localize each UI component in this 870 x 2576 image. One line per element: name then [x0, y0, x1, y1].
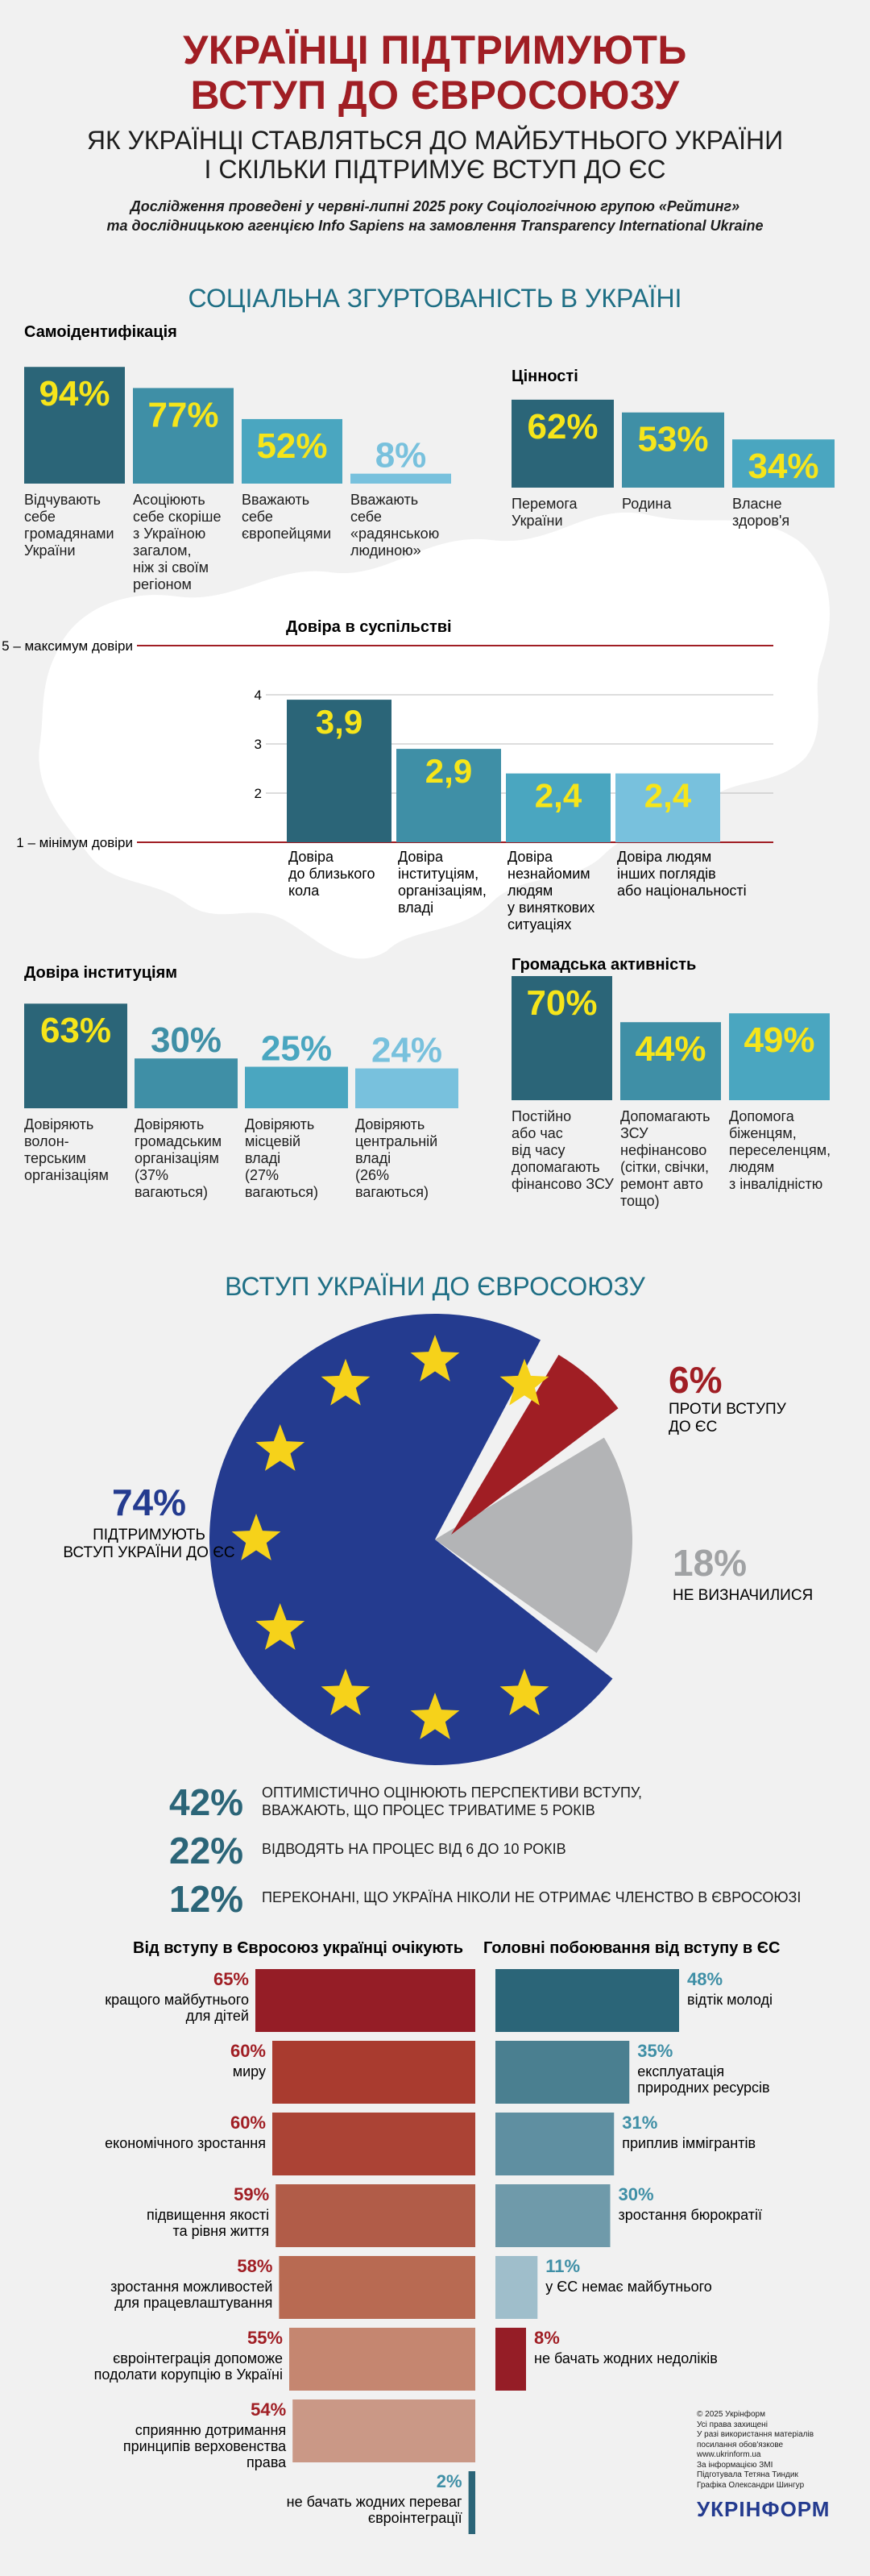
y-tick-label: 4 — [254, 688, 262, 703]
subtitle-line-2: І СКІЛЬКИ ПІДТРИМУЄ ВСТУП ДО ЄС — [204, 155, 666, 184]
footer-line: посилання обов'язкове — [697, 2440, 784, 2449]
category-label: Довіряють громадським організаціям (37% вагаються) — [135, 1116, 222, 1200]
value-label: 31% — [622, 2113, 658, 2133]
category-label: не бачать жодних недоліків — [534, 2350, 718, 2366]
bar — [495, 2184, 611, 2247]
value-label: 58% — [237, 2256, 273, 2276]
value-label: 60% — [230, 2113, 266, 2133]
value-label: 70% — [526, 983, 598, 1023]
chart-title: Довіра в суспільстві — [286, 618, 452, 636]
chart-institution-trust — [24, 963, 475, 1221]
bar — [255, 1969, 475, 2032]
bar — [495, 2113, 614, 2175]
chart-civic-activity — [512, 955, 850, 1229]
value-label: 24% — [371, 1030, 443, 1070]
footer-line: Усі права захищені — [697, 2420, 768, 2429]
pie-label-value: 74% — [111, 1481, 187, 1523]
bar — [279, 2256, 475, 2319]
category-label: Вважають себе європейцями — [242, 492, 332, 542]
stat-value: 12% — [169, 1878, 244, 1920]
value-label: 77% — [147, 395, 219, 435]
y-tick-label: 1 – мінімум довіри — [16, 835, 133, 850]
category-label: зростання можливостей для працевлаштування — [110, 2279, 273, 2311]
page-title — [0, 27, 870, 118]
stat-row — [169, 1826, 830, 1872]
category-label: Відчувають себе громадянами України — [24, 492, 114, 559]
value-label: 3,9 — [315, 703, 363, 742]
source-note — [0, 197, 870, 235]
pie-label-value: 18% — [673, 1542, 748, 1584]
bar — [292, 2399, 475, 2462]
bar — [272, 2113, 475, 2175]
footer-line: За інформацією ЗМІ — [697, 2460, 773, 2470]
category-label: євроінтеграція допоможе подолати корупцію в Україні — [93, 2350, 283, 2383]
bar — [495, 2328, 526, 2391]
source-line-1: Дослідження проведені у червні-липні 2025 року Соціологічною групою «Рейтинг» — [130, 198, 740, 214]
category-label: Перемога України — [512, 496, 578, 529]
category-label: Родина — [622, 496, 672, 512]
value-label: 52% — [256, 426, 328, 466]
pie-label-text: ПРОТИ ВСТУПУ ДО ЄС — [669, 1401, 786, 1435]
category-label: підвищення якості та рівня життя — [146, 2207, 270, 2239]
eu-outlook-stats — [169, 1777, 830, 1930]
category-label: Довіра незнайомим людям у виняткових ситуаціях — [508, 849, 595, 933]
bar — [289, 2328, 475, 2391]
value-label: 30% — [150, 1020, 222, 1061]
category-label: Довіряють волон-терським організаціям — [24, 1116, 109, 1183]
bar — [245, 1067, 348, 1109]
category-label: Довіряють місцевій владі (27% вагаються) — [245, 1116, 319, 1200]
value-label: 55% — [246, 2328, 283, 2348]
category-label: у ЄС немає майбутнього — [545, 2279, 712, 2295]
footer-line: Графіка Олександри Шингур — [697, 2480, 805, 2490]
y-tick-label: 5 – максимум довіри — [2, 638, 133, 654]
title-line-2: ВСТУП ДО ЄВРОСОЮЗУ — [190, 73, 680, 118]
value-label: 8% — [534, 2328, 560, 2348]
value-label: 49% — [744, 1020, 815, 1061]
footer-line: www.ukrinform.ua — [697, 2450, 761, 2459]
title-line-1: УКРАЇНЦІ ПІДТРИМУЮТЬ — [183, 27, 687, 73]
category-label: зростання бюрократії — [618, 2207, 763, 2223]
category-label: Вважають себе «радянською людиною» — [350, 492, 440, 559]
bar — [276, 2184, 475, 2247]
category-label: приплив іммігрантів — [622, 2135, 756, 2151]
bar — [495, 1969, 679, 2032]
value-label: 2,4 — [534, 776, 582, 815]
value-label: 54% — [251, 2399, 287, 2420]
value-label: 2,9 — [425, 752, 473, 791]
category-label: відтік молоді — [687, 1992, 773, 2008]
chart-values — [512, 367, 850, 568]
value-label: 60% — [230, 2041, 266, 2061]
category-label: експлуатація природних ресурсів — [637, 2063, 770, 2096]
category-label: Власне здоров'я — [732, 496, 790, 529]
chart-expectations — [16, 1938, 483, 2526]
source-line-2: та дослідницькою агенцією Info Sapiens на замовлення Transparency International Ukraine — [106, 218, 764, 234]
value-label: 62% — [527, 406, 599, 447]
bar — [272, 2041, 475, 2104]
bar — [469, 2471, 475, 2534]
category-label: Допомагають ЗСУ нефінансово (сітки, свічки, ремонт авто тощо) — [620, 1108, 710, 1209]
pie-label-text: ПІДТРИМУЮТЬ ВСТУП УКРАЇНИ ДО ЄС — [63, 1527, 235, 1561]
chart-title: Від вступу в Євросоюз українці очікують — [133, 1939, 464, 1957]
value-label: 94% — [39, 374, 110, 414]
stat-text: ПЕРЕКОНАНІ, ЩО УКРАЇНА НІКОЛИ НЕ ОТРИМАЄ ЧЛЕНСТВО В ЄВРОСОЮЗІ — [262, 1889, 802, 1905]
value-label: 44% — [635, 1029, 706, 1070]
bar — [135, 1058, 238, 1108]
chart-title: Громадська активність — [512, 956, 697, 974]
footer-line: У разі використання матеріалів — [697, 2430, 814, 2439]
category-label: економічного зростання — [105, 2135, 266, 2151]
page-subtitle — [0, 126, 870, 184]
value-label: 48% — [687, 1969, 723, 1989]
value-label: 34% — [748, 447, 819, 487]
category-label: Довіра інституціям, організаціям, владі — [398, 849, 487, 916]
chart-title: Головні побоювання від вступу в ЄС — [483, 1939, 781, 1957]
category-label: сприянню дотримання принципів верховенства права — [122, 2422, 287, 2470]
stat-value: 22% — [169, 1830, 244, 1872]
category-label: Постійно або час від часу допомагають фінансово ЗСУ — [512, 1108, 614, 1192]
value-label: 63% — [39, 1011, 112, 1051]
chart-title: Цінності — [512, 368, 578, 385]
stat-text: ОПТИМІСТИЧНО ОЦІНЮЮТЬ ПЕРСПЕКТИВИ ВСТУПУ, ВВАЖАЮТЬ, ЩО ПРОЦЕС ТРИВАТИМЕ 5 РОКІВ — [262, 1785, 642, 1818]
category-label: миру — [232, 2063, 266, 2079]
stat-value: 42% — [169, 1781, 244, 1823]
category-label: не бачать жодних переваг євроінтеграції — [286, 2494, 462, 2526]
chart-eu-pie — [0, 1306, 870, 1773]
bar — [355, 1069, 458, 1108]
bar — [495, 2041, 629, 2104]
bar — [495, 2256, 537, 2319]
y-tick-label: 3 — [254, 737, 262, 752]
category-label: Асоціюють себе скоріше з Україною загалом, ніж зі своїм регіоном — [133, 492, 222, 592]
stat-row — [169, 1874, 830, 1921]
value-label: 2% — [436, 2471, 462, 2491]
pie-label-text: НЕ ВИЗНАЧИЛИСЯ — [673, 1587, 814, 1604]
section-title-eu: ВСТУП УКРАЇНИ ДО ЄВРОСОЮЗУ — [225, 1272, 645, 1301]
footer-credits — [697, 2410, 858, 2491]
chart-self-identification — [24, 322, 475, 613]
category-label: Довіряють центральній владі (26% вагаються) — [355, 1116, 438, 1200]
section-title-cohesion: СОЦІАЛЬНА ЗГУРТОВАНІСТЬ В УКРАЇНІ — [188, 284, 682, 313]
value-label: 65% — [213, 1969, 249, 1989]
value-label: 35% — [637, 2041, 673, 2061]
footer-line: Підготувала Тетяна Тиндик — [697, 2470, 798, 2479]
chart-title: Довіра інституціям — [24, 964, 178, 982]
stat-text: ВІДВОДЯТЬ НА ПРОЦЕС ВІД 6 ДО 10 РОКІВ — [262, 1841, 566, 1857]
value-label: 2,4 — [644, 776, 692, 815]
chart-social-trust — [2, 613, 854, 935]
category-label: Довіра людям інших поглядів або національності — [617, 849, 747, 899]
category-label: Довіра до близького кола — [288, 849, 375, 899]
value-label: 30% — [618, 2184, 654, 2204]
stat-row — [169, 1777, 830, 1824]
subtitle-line-1: ЯК УКРАЇНЦІ СТАВЛЯТЬСЯ ДО МАЙБУТНЬОГО УКРАЇНИ — [86, 126, 784, 155]
value-label: 11% — [545, 2256, 581, 2276]
value-label: 59% — [234, 2184, 270, 2204]
value-label: 25% — [260, 1028, 333, 1069]
category-label: Допомога біженцям, переселенцям, людям з інвалідністю — [729, 1108, 831, 1192]
chart-fears — [483, 1938, 854, 2390]
y-tick-label: 2 — [254, 786, 262, 801]
chart-title: Самоідентифікація — [24, 323, 177, 341]
ukrinform-logo: УКРІНФОРМ — [697, 2497, 831, 2521]
category-label: кращого майбутнього для дітей — [105, 1992, 249, 2024]
value-label: 8% — [375, 435, 427, 476]
footer-line: © 2025 Укрінформ — [697, 2410, 765, 2419]
value-label: 53% — [637, 419, 709, 459]
pie-label-value: 6% — [669, 1359, 723, 1401]
